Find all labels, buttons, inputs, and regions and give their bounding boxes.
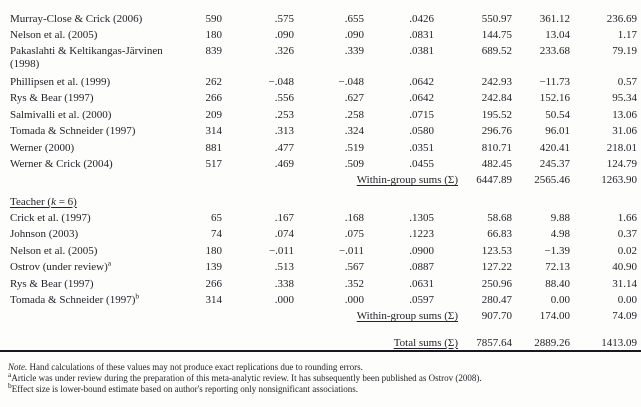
value-cell: 245.37 [539, 157, 570, 170]
within-group-sums-label [10, 310, 458, 323]
value-cell: 95.34 [612, 92, 637, 105]
value-cell: .0831 [409, 29, 434, 42]
value-cell: −.048 [268, 75, 294, 88]
sum-value-cell: 6447.89 [476, 174, 512, 187]
value-cell: .074 [274, 228, 294, 241]
value-cell: .0887 [409, 261, 434, 274]
value-cell: 590 [205, 12, 222, 25]
value-cell: 180 [205, 29, 222, 42]
value-cell: .0642 [409, 92, 434, 105]
within-group-sums-label [10, 174, 458, 187]
study-name-cell: Tomada & Schneider (1997) [10, 125, 136, 138]
value-cell: .0426 [409, 12, 434, 25]
value-cell: 0.57 [617, 75, 637, 88]
footnote-a-marker: a [107, 258, 112, 268]
value-cell: 218.01 [606, 141, 637, 154]
table-row [10, 11, 641, 27]
within-group-sums-row [10, 309, 641, 325]
value-cell: .509 [344, 157, 364, 170]
value-cell: 689.52 [481, 44, 512, 57]
value-cell: 127.22 [481, 261, 512, 274]
value-cell: 810.71 [481, 141, 512, 154]
value-cell: .338 [274, 277, 294, 290]
value-cell: 420.41 [539, 141, 570, 154]
value-cell: 124.79 [606, 157, 637, 170]
value-cell: .0351 [409, 141, 434, 154]
value-cell: 280.47 [481, 294, 512, 307]
value-cell: 266 [205, 92, 222, 105]
sums-label-text: Within-group sums (Σ) [356, 174, 458, 187]
value-cell: .477 [274, 141, 294, 154]
table-row [10, 123, 641, 139]
study-name-cell: Tomada & Schneider $(1997)^b$ [10, 291, 140, 307]
value-cell: 314 [205, 294, 222, 307]
value-cell: .000 [274, 294, 294, 307]
note-b: $^b$Effect size is lower-bound estimate based on author's reporting only nonsignificant associations. [8, 380, 358, 394]
section-title: Teacher (k = 6) [10, 195, 77, 208]
value-cell: 152.16 [539, 92, 570, 105]
value-cell: .090 [344, 29, 364, 42]
study-name-line1: Pakaslahti & Keltikangas-Järvinen [10, 44, 163, 57]
value-cell: .0580 [409, 125, 434, 138]
table-row [10, 292, 641, 308]
value-cell: .0900 [409, 244, 434, 257]
total-sums-label [10, 337, 458, 350]
total-value-cell: 7857.64 [476, 336, 512, 349]
sum-value-cell: 74.09 [612, 310, 637, 323]
value-cell: −11.73 [539, 75, 570, 88]
total-value-cell: 1413.09 [601, 336, 637, 349]
value-cell: 266 [205, 277, 222, 290]
value-cell: .627 [344, 92, 364, 105]
value-cell: .075 [344, 228, 364, 241]
study-name-cell: Nelson et al. (2005) [10, 29, 98, 42]
value-cell: 0.00 [617, 294, 637, 307]
value-cell: .313 [274, 125, 294, 138]
value-cell: 13.04 [545, 29, 570, 42]
table-row [10, 194, 641, 210]
value-cell: 233.68 [539, 44, 570, 57]
value-cell: 881 [205, 141, 222, 154]
value-cell: 74 [211, 228, 222, 241]
value-cell: 9.88 [550, 212, 570, 225]
value-cell: 550.97 [481, 12, 512, 25]
value-cell: 180 [205, 244, 222, 257]
value-cell: .0642 [409, 75, 434, 88]
table-row [10, 44, 641, 75]
sum-value-cell: 2565.46 [534, 174, 570, 187]
value-cell: .1305 [409, 212, 434, 225]
study-name-cell: Crick et al. (1997) [10, 212, 91, 225]
footnote-b-marker: b [8, 380, 12, 390]
value-cell: 1.66 [617, 212, 637, 225]
section-header [10, 196, 182, 209]
total-value-cell: 2889.26 [534, 336, 570, 349]
value-cell: 65 [211, 212, 222, 225]
study-name-cell: Salmivalli et al. (2000) [10, 108, 112, 121]
value-cell: 79.19 [612, 44, 637, 57]
study-name-line2: (1998) [10, 57, 40, 70]
table-bottom-rule [0, 350, 641, 352]
value-cell: .0597 [409, 294, 434, 307]
value-cell: 58.68 [487, 212, 512, 225]
note-a: $^a$Article was under review during the preparation of this meta-analytic review. It has subsequently been published as Ostrov (2008). [8, 369, 482, 383]
value-cell: .167 [274, 212, 294, 225]
value-cell: 88.40 [545, 277, 570, 290]
value-cell: 139 [205, 261, 222, 274]
value-cell: .567 [344, 261, 364, 274]
sum-value-cell: 174.00 [539, 310, 570, 323]
study-name-cell: Ostrov (under review)$^a$ [10, 258, 112, 274]
sum-value-cell: 907.70 [481, 310, 512, 323]
value-cell: −.048 [338, 75, 364, 88]
study-name-cell: Nelson et al. (2005) [10, 244, 98, 257]
value-cell: 517 [205, 157, 222, 170]
value-cell: −.011 [268, 244, 294, 257]
table-row [10, 27, 641, 43]
value-cell: .513 [274, 261, 294, 274]
total-label-text: Total sums (Σ) [393, 336, 458, 349]
value-cell: 4.98 [550, 228, 570, 241]
value-cell: 1.17 [617, 29, 637, 42]
table-row [10, 260, 641, 276]
value-cell: .168 [344, 212, 364, 225]
value-cell: 236.69 [606, 12, 637, 25]
footnote-a-marker: a [8, 369, 12, 379]
value-cell: 195.52 [481, 108, 512, 121]
value-cell: 31.06 [612, 125, 637, 138]
table-row [10, 74, 641, 90]
value-cell: .258 [344, 108, 364, 121]
value-cell: 31.14 [612, 277, 637, 290]
study-name-cell: Rys & Bear (1997) [10, 92, 94, 105]
value-cell: .000 [344, 294, 364, 307]
value-cell: .339 [344, 44, 364, 57]
note-general: Note. Hand calculations of these values may not produce exact replications due to rounding errors. [8, 362, 363, 372]
value-cell: 96.01 [545, 125, 570, 138]
study-name-cell: Murray-Close & Crick (2006) [10, 12, 143, 25]
value-cell: 0.00 [550, 294, 570, 307]
note-label: Note. [8, 362, 28, 372]
value-cell: .0455 [409, 157, 434, 170]
study-name-cell [10, 45, 182, 71]
sums-label-text: Within-group sums (Σ) [356, 310, 458, 323]
value-cell: .326 [274, 44, 294, 57]
value-cell: .0631 [409, 277, 434, 290]
value-cell: .090 [274, 29, 294, 42]
value-cell: 839 [205, 44, 222, 57]
value-cell: .556 [274, 92, 294, 105]
value-cell: 50.54 [545, 108, 570, 121]
value-cell: .0715 [409, 108, 434, 121]
table-row [10, 276, 641, 292]
study-name-cell: Rys & Bear (1997) [10, 277, 94, 290]
value-cell: 144.75 [481, 29, 512, 42]
table-notes [8, 362, 635, 394]
study-name-cell: Phillipsen et al. (1999) [10, 75, 111, 88]
value-cell: .324 [344, 125, 364, 138]
study-name-cell: Werner & Crick (2004) [10, 157, 113, 170]
value-cell: 242.93 [481, 75, 512, 88]
value-cell: .253 [274, 108, 294, 121]
table-row [10, 107, 641, 123]
study-name-cell: Werner (2000) [10, 141, 75, 154]
table-row [10, 140, 641, 156]
study-name-cell: Johnson (2003) [10, 228, 79, 241]
value-cell: .655 [344, 12, 364, 25]
value-cell: .352 [344, 277, 364, 290]
value-cell: 296.76 [481, 125, 512, 138]
sum-value-cell: 1263.90 [601, 174, 637, 187]
value-cell: 209 [205, 108, 222, 121]
value-cell: .1223 [409, 228, 434, 241]
table-row [10, 210, 641, 226]
value-cell: 482.45 [481, 157, 512, 170]
value-cell: 72.13 [545, 261, 570, 274]
value-cell: 13.06 [612, 108, 637, 121]
value-cell: 250.96 [481, 277, 512, 290]
value-cell: .575 [274, 12, 294, 25]
value-cell: 314 [205, 125, 222, 138]
value-cell: 262 [205, 75, 222, 88]
value-cell: .0381 [409, 44, 434, 57]
value-cell: .469 [274, 157, 294, 170]
within-group-sums-row [10, 173, 641, 189]
table-row [10, 227, 641, 243]
value-cell: 242.84 [481, 92, 512, 105]
table-row [10, 156, 641, 172]
value-cell: 123.53 [481, 244, 512, 257]
value-cell: −.011 [338, 244, 364, 257]
value-cell: .519 [344, 141, 364, 154]
value-cell: 0.37 [617, 228, 637, 241]
value-cell: 40.90 [612, 261, 637, 274]
value-cell: −1.39 [544, 244, 570, 257]
value-cell: 361.12 [539, 12, 570, 25]
value-cell: 0.02 [617, 244, 637, 257]
total-gap [10, 325, 641, 335]
table-row [10, 91, 641, 107]
table-row [10, 243, 641, 259]
value-cell: 66.83 [487, 228, 512, 241]
footnote-b-marker: b [135, 291, 140, 301]
